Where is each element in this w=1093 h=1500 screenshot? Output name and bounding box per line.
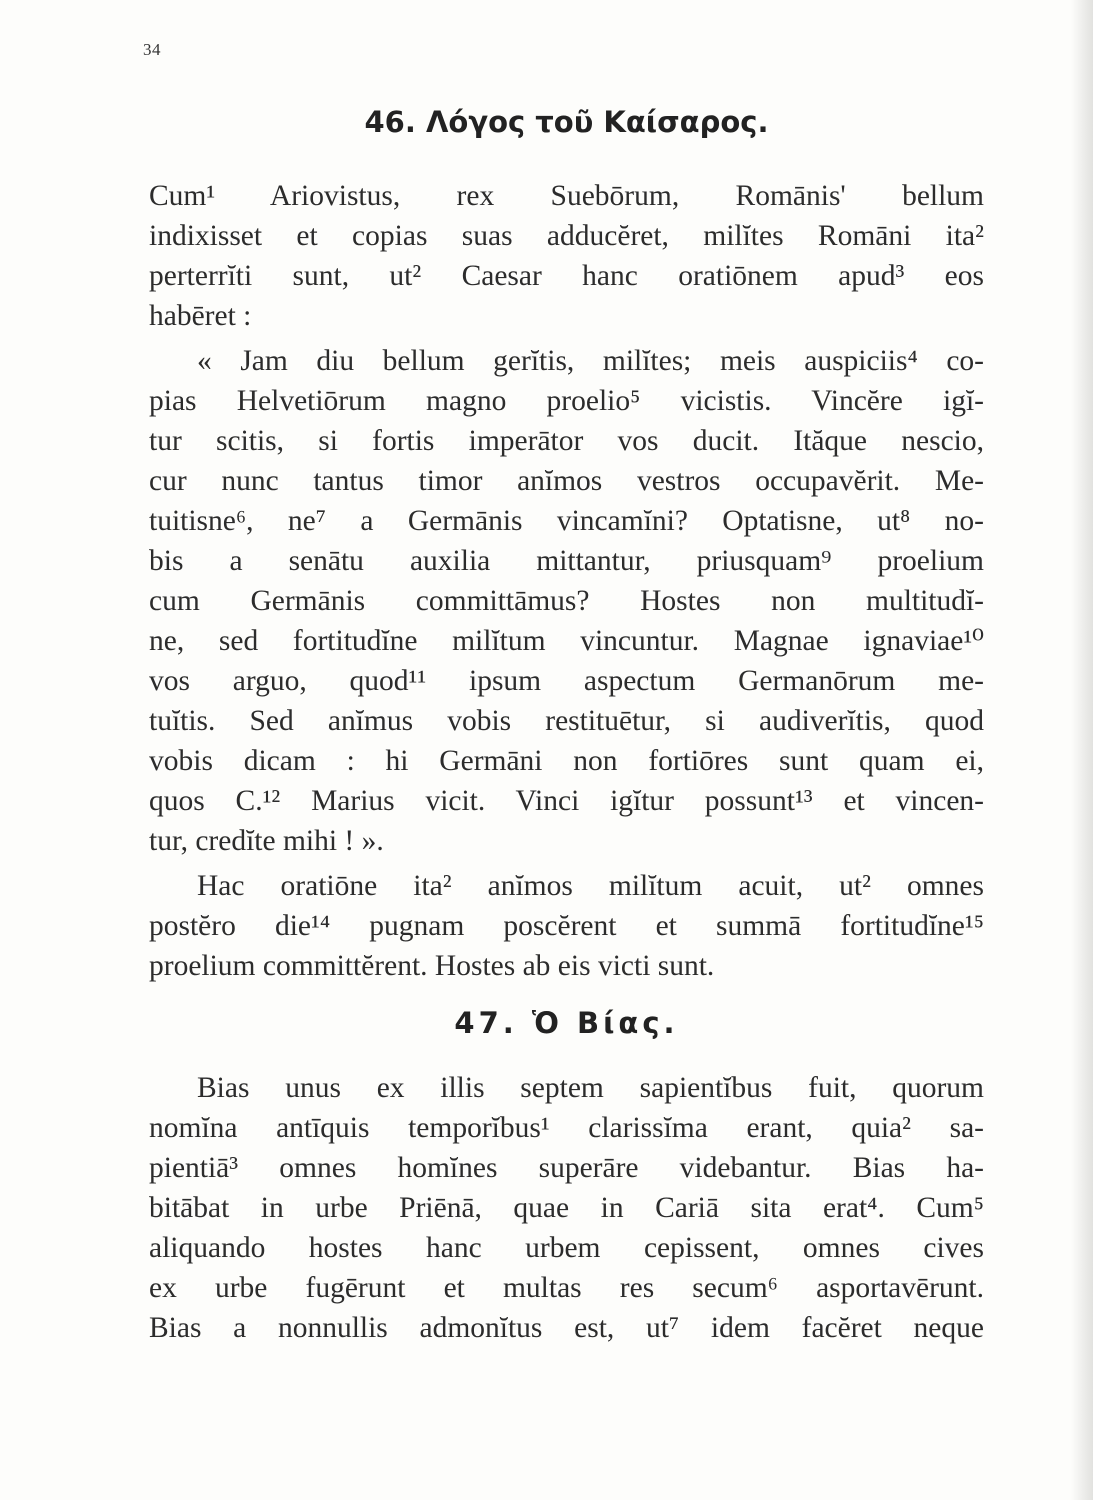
text-line: perterrĭti sunt, ut² Caesar hanc oratiōnem apud³ eos	[149, 260, 984, 292]
text-line: Hac oratiōne ita² anĭmos milĭtum acuit, ut² omnes	[197, 870, 984, 902]
text-line: Bias unus ex illis septem sapientĭbus fuit, quorum	[197, 1072, 984, 1104]
text-line: pias Helvetiōrum magno proelio⁵ vicistis. Vincĕre igĭ-	[149, 385, 984, 417]
page-edge-shadow	[1071, 0, 1093, 1500]
section-46-title: 46. Λόγος τοῦ Καίσαρος.	[364, 105, 769, 139]
text-line: proelium committĕrent. Hostes ab eis victi sunt.	[149, 950, 715, 982]
text-line: nomĭna antīquis temporĭbus¹ clarissĭma erant, quia² sa-	[149, 1112, 984, 1144]
text-line: tuitisne⁶, ne⁷ a Germānis vincamĭni? Optatisne, ut⁸ no-	[149, 505, 984, 537]
text-line: indixisset et copias suas adducĕret, milĭtes Romāni ita²	[149, 220, 984, 252]
text-line: ex urbe fugērunt et multas res secum⁶ asportavērunt.	[149, 1272, 984, 1304]
text-line: postĕro die¹⁴ pugnam poscĕrent et summā fortitudĭne¹⁵	[149, 910, 984, 942]
text-line: quos C.¹² Marius vicit. Vinci igĭtur possunt¹³ et vincen-	[149, 785, 984, 817]
text-line: vobis dicam : hi Germāni non fortiōres sunt quam ei,	[149, 745, 984, 777]
text-line: tuĭtis. Sed anĭmus vobis restituētur, si audiverĭtis, quod	[149, 705, 984, 737]
text-line: pientiā³ omnes homĭnes superāre videbantur. Bias ha-	[149, 1152, 984, 1184]
text-line: habēret :	[149, 300, 252, 332]
text-line: bis a senātu auxilia mittantur, priusquam⁹ proelium	[149, 545, 984, 577]
text-line: Cum¹ Ariovistus, rex Suebōrum, Romānis' bellum	[149, 180, 984, 212]
text-line: aliquando hostes hanc urbem cepissent, omnes cives	[149, 1232, 984, 1264]
text-line: « Jam diu bellum gerĭtis, milĭtes; meis auspiciis⁴ co-	[197, 345, 984, 377]
text-line: bitābat in urbe Priēnā, quae in Cariā sita erat⁴. Cum⁵	[149, 1192, 984, 1224]
text-line: vos arguo, quod¹¹ ipsum aspectum Germanōrum me-	[149, 665, 984, 697]
text-line: Bias a nonnullis admonĭtus est, ut⁷ idem facĕret neque	[149, 1312, 984, 1344]
page-number: 34	[143, 40, 161, 59]
text-line: cur nunc tantus timor anĭmos vestros occupavĕrit. Me-	[149, 465, 984, 497]
text-line: tur, credĭte mihi ! ».	[149, 825, 384, 857]
text-line: tur scitis, si fortis imperātor vos ducit. Ităque nescio,	[149, 425, 984, 457]
section-47-title: 47. Ὁ Βίας.	[454, 1006, 679, 1040]
text-line: cum Germānis committāmus? Hostes non multitudĭ-	[149, 585, 984, 617]
text-line: ne, sed fortitudĭne milĭtum vincuntur. Magnae ignaviae¹⁰	[149, 625, 984, 657]
